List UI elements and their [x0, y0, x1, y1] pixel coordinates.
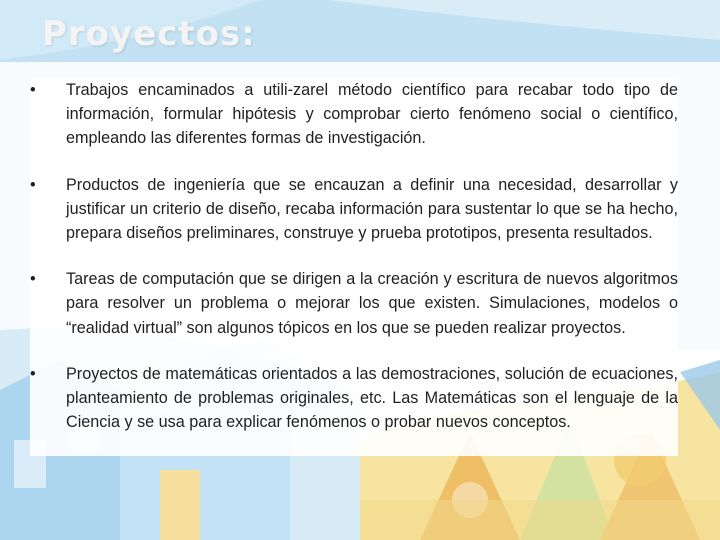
bullet-text: Proyectos de matemáticas orientados a las demostraciones, solución de ecuaciones, planteamiento de problemas originales, etc. Las Matemáticas son el lenguaje de la Ciencia y se usa para explicar fenómenos o probar nuevos conceptos. — [66, 364, 678, 432]
bullet-text: Productos de ingeniería que se encauzan a definir una necesidad, desarrollar y justificar un criterio de diseño, recaba información para sustentar lo que se ha hecho, prepara diseños preliminares, construye y prueba prototipos, presenta resultados. — [66, 175, 678, 243]
bullet-dot-icon: • — [30, 175, 36, 194]
bullet-list — [30, 78, 678, 456]
bullet-item — [30, 173, 678, 246]
bullet-dot-icon: • — [30, 270, 36, 289]
bullet-text: Trabajos encaminados a utili-zarel método científico para recabar todo tipo de información, formular hipótesis y comprobar cierto fenómeno social o científico, empleando las diferentes formas de investigación. — [66, 81, 678, 148]
bullet-dot-icon: • — [30, 81, 36, 99]
bullet-dot-icon: • — [30, 364, 36, 383]
slide-title: Proyectos: — [42, 14, 256, 54]
bullet-text: Tareas de computación que se dirigen a la creación y escritura de nuevos algoritmos para resolver un problema o mejorar los que existen. Simulaciones, modelos o “realidad virtual” son algunos tópicos en los que se pueden realizar proyectos. — [66, 270, 678, 337]
bullet-item — [30, 267, 678, 340]
bullet-item — [30, 362, 678, 435]
bullet-item — [30, 78, 678, 151]
